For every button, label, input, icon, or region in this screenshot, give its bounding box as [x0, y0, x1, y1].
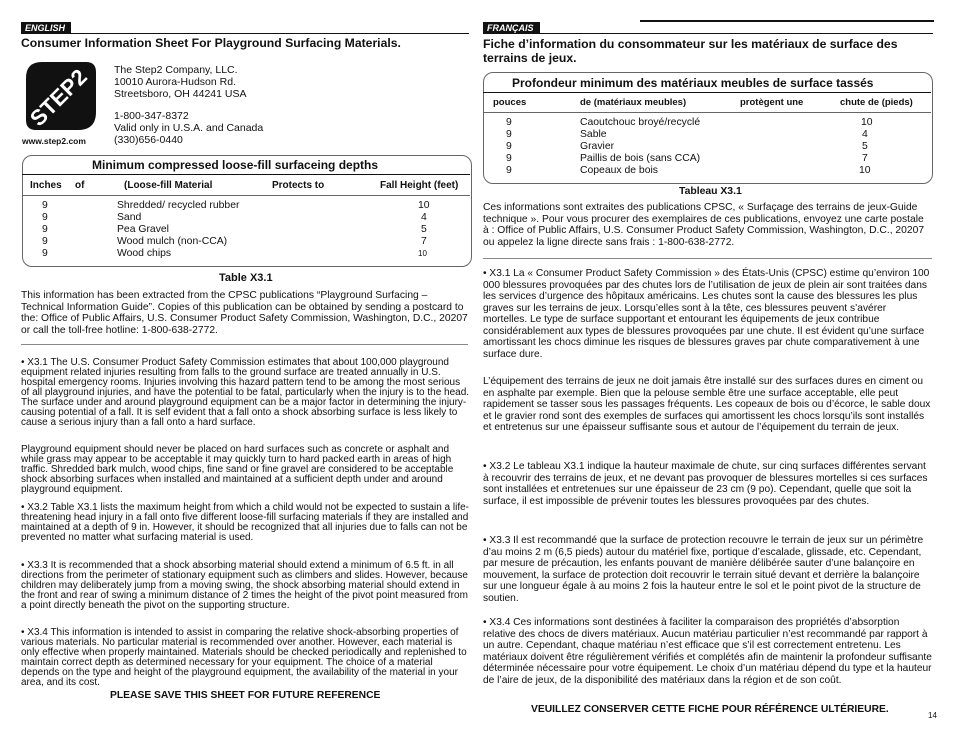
english-x32: • X3.2 Table X3.1 lists the maximum height from which a child would not be expected to sustain a life-threatening head injury in a fall onto five different loose-fill surfacing materials if they are installed and maintained at a depth of 9 in. However, it should be recognized that all injuries due to falls can not be prevented no matter what surfacing material is used.	[21, 502, 469, 543]
col-chute: chute de (pieds)	[840, 97, 913, 108]
top-accent-rule	[640, 20, 934, 22]
cell-height: 5	[862, 141, 868, 152]
cell-height: 7	[421, 236, 427, 247]
english-intro: This information has been extracted from the CPSC publications “Playground Surfacing – Technical Information Guide”. Copies of this publication can be obtained by sending a postcard to the: Office of Public Affairs, U.S. Consumer Product Safety Commission, Washington, D.C., 20207 or call the toll-free hotline: 1-800-638-2772.	[21, 290, 468, 336]
header-rule	[21, 33, 469, 34]
cell-inches: 9	[506, 117, 512, 128]
col-fall-height: Fall Height (feet)	[380, 180, 459, 191]
table-header-rule	[483, 112, 931, 113]
cell-height: 10	[418, 200, 430, 211]
company-city: Streetsboro, OH 44241 USA	[114, 88, 247, 100]
cell-material: Paillis de bois (sans CCA)	[580, 153, 701, 164]
cell-material: Sable	[580, 129, 607, 140]
cell-inches: 9	[506, 165, 512, 176]
cell-inches: 9	[506, 129, 512, 140]
cell-height: 5	[421, 224, 427, 235]
english-title: Consumer Information Sheet For Playground Surfacing Materials.	[21, 36, 401, 50]
company-phone-2: (330)656-0440	[114, 134, 183, 146]
cell-height: 10	[859, 165, 871, 176]
cell-inches: 9	[42, 200, 48, 211]
english-x31: • X3.1 The U.S. Consumer Product Safety Commission estimates that about 100,000 playground equipment related injuries resulting from falls to the ground surface are treated annually in U.S. hospital emergency rooms. Injuries involving this hazard pattern tend to be among the most serious of all playground injuries, and have the potential to be fatal, particularly when the injury is to the head. The surface under and around playground equipment can be a major factor in determining the injury-causing potential of a fall. It is self evident that a fall onto a shock absorbing surface is less likely to cause a serious injury than a fall onto a hard surface.	[21, 357, 470, 428]
french-intro: Ces informations sont extraites des publications CPSC, « Surfaçage des terrains de jeux-Guide technique ». Pour vous procurer des exemplaires de ces publications, envoyez une carte postale à : Office of Public Affairs, U.S. Consumer Product Safety Commission, Washington, D.C., 20207 ou appelez la ligne directe sans frais : 1-800-638-2772.	[483, 202, 925, 248]
cell-material: Pea Gravel	[117, 224, 169, 235]
english-table-caption: Table X3.1	[219, 272, 273, 284]
cell-inches: 9	[42, 236, 48, 247]
language-tab-french: FRANÇAIS	[483, 22, 540, 34]
cell-inches: 9	[506, 141, 512, 152]
section-rule	[21, 344, 468, 345]
french-table-caption: Tableau X3.1	[679, 186, 742, 197]
cell-material: Sand	[117, 212, 142, 223]
cell-inches: 9	[506, 153, 512, 164]
page-number: 14	[928, 711, 937, 720]
english-table-title: Minimum compressed loose-fill surfaceing depths	[92, 158, 379, 172]
cell-height: 7	[862, 153, 868, 164]
col-inches: Inches	[30, 180, 62, 191]
english-x34: • X3.4 This information is intended to assist in comparing the relative shock-absorbing properties of various materials. No particular material is recommended over another. However, each material is only effective when properly maintained. Materials should be checked periodically and replenished to maintain correct depth as determined necessary for your equipment. The choice of a material depends on the type and height of the playground equipment, the availability of the material in your area, and its cost.	[21, 627, 467, 688]
table-title-rule	[483, 92, 931, 93]
company-name: The Step2 Company, LLC.	[114, 64, 238, 76]
col-protects: Protects to	[272, 180, 325, 191]
french-x33: • X3.3 Il est recommandé que la surface de protection recouvre le terrain de jeux sur un périmètre d’au moins 2 m (6,5 pieds) autour du matériel fixe, portique d’escalade, glissade, etc. Cependant, par mesure de précaution, les enfants pouvant de manière délibérée sauter d’une balançoire en mouvement, la surface de protection doit recouvrir le terrain situé devant et derrière la balançoire sur une longueur égale à au moins 2 fois la hauteur entre le sol et le point pivot de la structure de soutien.	[483, 535, 924, 604]
cell-material: Wood chips	[117, 248, 172, 259]
section-rule	[483, 258, 932, 259]
cell-height: 10	[418, 249, 427, 258]
english-p2: Playground equipment should never be placed on hard surfaces such as concrete or asphalt and while grass may appear to be acceptable it may quickly turn to hard packed earth in areas of high traffic. Shredded bark mulch, wood chips, fine sand or fine gravel are considered to be acceptable shock absorbing surfaces when installed and maintained at a sufficient depth under and around playground equipment.	[21, 444, 454, 495]
french-x34: • X3.4 Ces informations sont destinées à faciliter la comparaison des propriétés d’absorption relative des chocs de divers matériaux. Aucun matériau particulier n’est recommandé par rapport à un autre. Cependant, chaque matériau n’est efficace que s’il est correctement entretenu. Les matériaux doivent être régulièrement vérifiés et complétés afin de maintenir la profondeur suffisante déterminée nécessaire pour votre équipement. Le choix d’un matériau dépend du type et la hauteur de l’aire de jeux, de la disponibilité des matériaux dans la région et de son coût.	[483, 617, 932, 686]
cell-material: Wood mulch (non-CCA)	[117, 236, 228, 247]
french-title: Fiche d’information du consommateur sur les matériaux de surface des terrains de jeux.	[483, 37, 898, 65]
cell-height: 10	[861, 117, 873, 128]
cell-height: 4	[862, 129, 868, 140]
language-tab-english: ENGLISH	[21, 22, 71, 34]
col-pouces: pouces	[493, 97, 527, 108]
col-material: (Loose-fill Material	[124, 180, 213, 191]
svg-text:STEP2: STEP2	[25, 64, 93, 132]
french-x32: • X3.2 Le tableau X3.1 indique la hauteur maximale de chute, sur cinq surfaces différentes servant à recouvrir des terrains de jeux, et ne devant pas provoquer de blessures mortelles si ces surfaces sont installées et entretenues sur une épaisseur de 23 cm (9 po). Cependant, quelle que soit la surface, il est impossible de prévenir toutes les blessures provoquées par des chutes.	[483, 461, 928, 507]
company-address	[114, 64, 263, 146]
french-x31: • X3.1 La « Consumer Product Safety Commission » des États-Unis (CPSC) estime qu’environ 100 000 blessures provoquées par des chutes lors de l’utilisation de jeux de plein air sont traitées dans les services d’urgence des hôpitaux américains. Les chutes sont la cause des blessures les plus graves sur les terrains de jeux. Lorsqu’elles sont à la tête, ces blessures peuvent s’avérer mortelles. Le type de surface supportant et entourant les équipements de jeux contribue considérablement aux types de blessures provoquées par une chute. Il est évident qu’une surface amortissant les chocs diminue les risques de blessures graves par chute comparativement à une surface dure.	[483, 268, 930, 360]
website-link[interactable]: www.step2.com	[22, 136, 86, 146]
english-x33: • X3.3 It is recommended that a shock absorbing material should extend a minimum of 6.5 ft. in all directions from the perimeter of stationary equipment such as climbers and slides. However, because children may deliberately jump from a moving swing, the shock absorbing material should extend in the front and rear of swing a minimum distance of 2 times the height of the pivot point measured from a point directly beneath the pivot on the supporting structure.	[21, 560, 468, 611]
col-materiaux: de (matériaux meubles)	[580, 97, 687, 108]
cell-material: Gravier	[580, 141, 615, 152]
col-protegent: protègent une	[740, 97, 804, 108]
cell-inches: 9	[42, 248, 48, 259]
cell-height: 4	[421, 212, 427, 223]
header-rule	[483, 33, 933, 34]
cell-material: Copeaux de bois	[580, 165, 658, 176]
table-header-rule	[22, 195, 470, 196]
french-footer: VEUILLEZ CONSERVER CETTE FICHE POUR RÉFÉRENCE ULTÉRIEURE.	[531, 704, 889, 715]
french-table-title: Profondeur minimum des matériaux meubles de surface tassés	[512, 76, 874, 90]
company-valid-region: Valid only in U.S.A. and Canada	[114, 122, 264, 134]
col-of: of	[75, 180, 85, 191]
cell-material: Shredded/ recycled rubber	[117, 200, 240, 211]
cell-inches: 9	[42, 224, 48, 235]
french-p2: L’équipement des terrains de jeux ne doit jamais être installé sur des surfaces dures en ciment ou en asphalte par exemple. Bien que la pelouse semble être une surface acceptable, elle peut rapidement se tasser sous les passages fréquents. Les copeaux de bois ou d’écorce, le sable doux et le gravier rond sont des exemples de surfaces qui amortissent les chocs lorsqu’ils sont installés et entretenus sur une épaisseur suffisante sous et autour de l’équipement du terrain de jeux.	[483, 376, 931, 433]
cell-material: Caoutchouc broyé/recyclé	[580, 117, 701, 128]
company-street: 10010 Aurora-Hudson Rd.	[114, 76, 236, 88]
step2-logo	[24, 60, 98, 132]
cell-inches: 9	[42, 212, 48, 223]
english-footer: PLEASE SAVE THIS SHEET FOR FUTURE REFERENCE	[110, 690, 381, 701]
company-phone: 1-800-347-8372	[114, 110, 189, 122]
table-title-rule	[22, 174, 470, 175]
